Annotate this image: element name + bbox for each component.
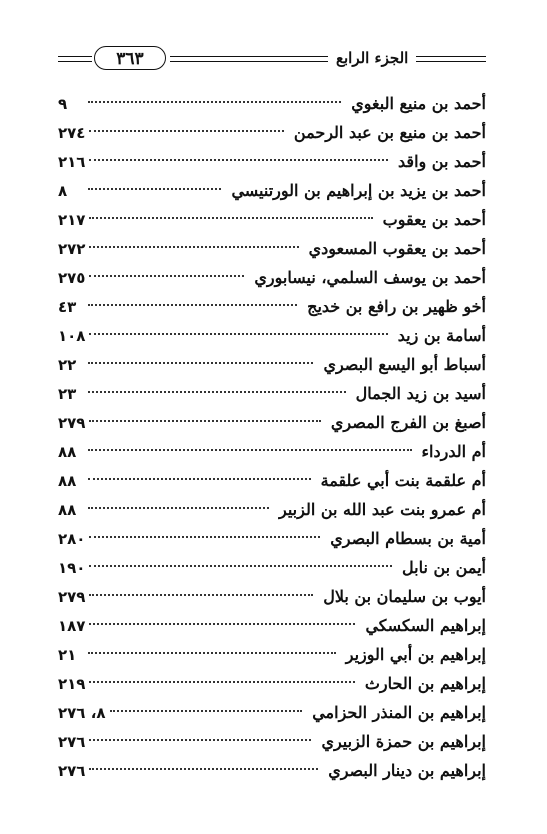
entry-name: أسباط أبو اليسع البصري	[323, 355, 486, 374]
index-entry	[58, 147, 486, 176]
dot-leader	[89, 275, 244, 277]
entry-page-number: ٢٧٤	[58, 124, 86, 142]
dot-leader	[89, 246, 298, 248]
index-entry	[58, 292, 486, 321]
entry-name: أحمد بن يعقوب المسعودي	[308, 239, 486, 258]
entry-page-number: ٢٢	[58, 356, 77, 374]
dot-leader	[89, 623, 355, 625]
dot-leader	[88, 478, 311, 480]
dot-leader	[89, 130, 283, 132]
index-entry	[58, 234, 486, 263]
index-entry	[58, 582, 486, 611]
index-entry	[58, 408, 486, 437]
entry-page-number: ١٨٧	[58, 617, 86, 635]
entry-name: أيمن بن نابل	[402, 558, 486, 577]
index-entry	[58, 321, 486, 350]
entry-name: إبراهيم بن المنذر الحزامي	[312, 703, 486, 722]
entry-page-number: ٤٣	[58, 298, 77, 316]
entry-page-number: ٢١٦	[58, 153, 86, 171]
index-entry	[58, 118, 486, 147]
dot-leader	[89, 565, 392, 567]
dot-leader	[88, 304, 297, 306]
entry-page-number: ٢٧٩	[58, 588, 86, 606]
dot-leader	[88, 449, 412, 451]
entry-page-number: ١٠٨	[58, 327, 86, 345]
index-entry	[58, 89, 486, 118]
dot-leader	[89, 594, 313, 596]
entry-name: أسامة بن زيد	[397, 326, 486, 345]
entry-page-number: ٢٧٦	[58, 733, 86, 751]
dot-leader	[88, 391, 346, 393]
entry-name: إبراهيم بن دينار البصري	[328, 761, 486, 780]
entry-name: إبراهيم بن الحارث	[364, 674, 486, 693]
dot-leader	[89, 217, 372, 219]
entry-name: إبراهيم السكسكي	[365, 616, 486, 635]
dot-leader	[89, 768, 318, 770]
entry-page-number: ٢٨٠	[58, 530, 86, 548]
entry-name: أخو ظهير بن رافع بن خديج	[307, 297, 486, 316]
entry-page-number: ٢١٧	[58, 211, 86, 229]
index-entry	[58, 495, 486, 524]
entry-page-number: ٢٣	[58, 385, 77, 403]
index-entry	[58, 263, 486, 292]
index-entry	[58, 466, 486, 495]
entry-page-number: ٨٨	[58, 443, 77, 461]
index-entry	[58, 756, 486, 785]
dot-leader	[88, 362, 313, 364]
entry-name: أحمد بن يزيد بن إبراهيم بن الورتنيسي	[231, 181, 486, 200]
entry-page-number: ٩	[58, 95, 68, 113]
dot-leader	[88, 101, 341, 103]
entry-name: أم الدرداء	[421, 442, 486, 461]
dot-leader	[89, 739, 311, 741]
entry-page-number: ٢٧٦	[58, 762, 86, 780]
dot-leader	[88, 188, 221, 190]
entry-name: أحمد بن يوسف السلمي، نيسابوري	[254, 268, 486, 287]
entry-name: أمية بن بسطام البصري	[330, 529, 486, 548]
page-number: ٣٦٣	[94, 46, 166, 70]
entry-page-number: ٨، ٢٧٦	[58, 704, 106, 722]
dot-leader	[88, 507, 269, 509]
index-entry	[58, 611, 486, 640]
entry-page-number: ٨٨	[58, 501, 77, 519]
entry-page-number: ٢١٩	[58, 675, 86, 693]
dot-leader	[89, 681, 354, 683]
entry-page-number: ٨٨	[58, 472, 77, 490]
dot-leader	[88, 652, 336, 654]
entry-name: أحمد بن واقد	[398, 152, 486, 171]
index-entry	[58, 640, 486, 669]
entry-page-number: ١٩٠	[58, 559, 86, 577]
page-header	[58, 44, 486, 74]
dot-leader	[110, 710, 303, 712]
header-rule	[58, 61, 92, 62]
entry-page-number: ٢٧٢	[58, 240, 86, 258]
entry-name: أيوب بن سليمان بن بلال	[323, 587, 486, 606]
entry-name: أحمد بن يعقوب	[382, 210, 486, 229]
dot-leader	[89, 333, 387, 335]
index-entry	[58, 350, 486, 379]
entry-name: أصبغ بن الفرج المصري	[330, 413, 486, 432]
index-entry	[58, 553, 486, 582]
entry-page-number: ٨	[58, 182, 68, 200]
entry-name: أحمد بن منيع البغوي	[351, 94, 486, 113]
dot-leader	[89, 159, 388, 161]
running-head: الجزء الرابع	[328, 46, 416, 70]
entry-name: أم علقمة بنت أبي علقمة	[320, 471, 486, 490]
dot-leader	[89, 536, 320, 538]
header-rule	[58, 56, 92, 57]
entry-name: أم عمرو بنت عبد الله بن الزبير	[279, 500, 486, 519]
entry-name: أسيد بن زيد الجمال	[355, 384, 486, 403]
index-entry	[58, 205, 486, 234]
index-entry	[58, 524, 486, 553]
index-entry	[58, 379, 486, 408]
entry-page-number: ٢٧٥	[58, 269, 86, 287]
index-entry	[58, 437, 486, 466]
entry-name: إبراهيم بن أبي الوزير	[345, 645, 486, 664]
index-entry	[58, 669, 486, 698]
index-list	[58, 89, 486, 785]
dot-leader	[89, 420, 320, 422]
index-entry	[58, 727, 486, 756]
index-entry	[58, 698, 486, 727]
entry-name: أحمد بن منيع بن عبد الرحمن	[293, 123, 486, 142]
entry-name: إبراهيم بن حمزة الزبيري	[321, 732, 486, 751]
entry-page-number: ٢٧٩	[58, 414, 86, 432]
entry-page-number: ٢١	[58, 646, 77, 664]
index-entry	[58, 176, 486, 205]
